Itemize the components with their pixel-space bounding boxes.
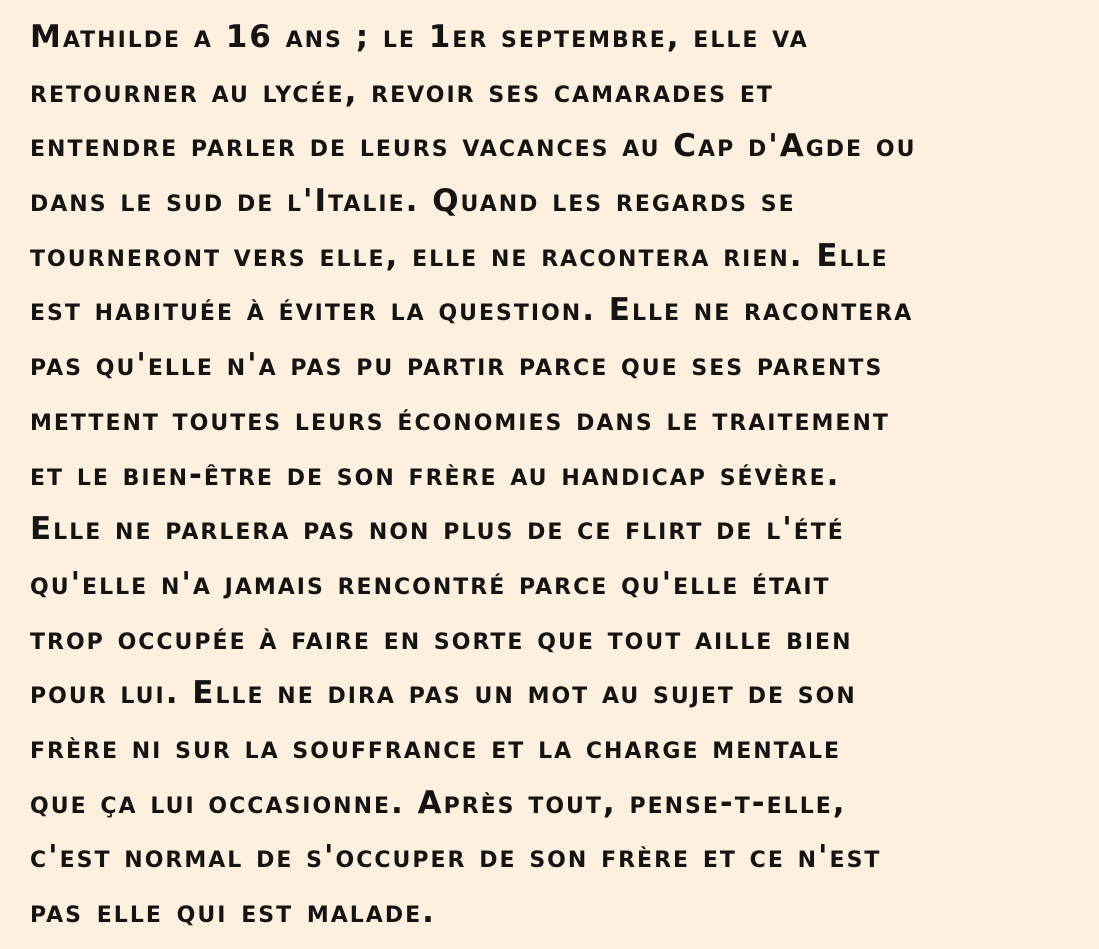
paragraph-line: que ça lui occasionne. Après tout, pense-t-elle, (30, 784, 847, 821)
paragraph-line-last: pas elle qui est malade. (30, 894, 436, 930)
paragraph-line: est habituée à éviter la question. Elle ne racontera (30, 292, 914, 329)
paragraph-line: retourner au lycée, revoir ses camarades et (30, 73, 774, 110)
paragraph-line: et le bien-être de son frère au handicap sévère. (30, 456, 841, 493)
paragraph-line: Elle ne parlera pas non plus de ce flirt de l'été (30, 511, 845, 548)
paragraph-line: tourneront vers elle, elle ne racontera rien. Elle (30, 237, 889, 274)
story-paragraph (30, 10, 1078, 940)
paragraph-line: trop occupée à faire en sorte que tout aille bien (30, 620, 853, 657)
paragraph-line: mettent toutes leurs économies dans le traitement (30, 401, 890, 438)
paragraph-line: dans le sud de l'Italie. Quand les regards se (30, 183, 796, 220)
paragraph-line: entendre parler de leurs vacances au Cap d'Agde ou (30, 128, 917, 165)
paragraph-line: frère ni sur la souffrance et la charge mentale (30, 729, 842, 766)
paragraph-line: pas qu'elle n'a pas pu partir parce que ses parents (30, 347, 884, 384)
paragraph-line: qu'elle n'a jamais rencontré parce qu'elle était (30, 565, 831, 602)
paragraph-line: Mathilde a 16 ans ; le 1er septembre, elle va (30, 19, 809, 55)
paragraph-line: pour lui. Elle ne dira pas un mot au sujet de son (30, 675, 857, 712)
paragraph-line: c'est normal de s'occuper de son frère et ce n'est (30, 839, 882, 876)
